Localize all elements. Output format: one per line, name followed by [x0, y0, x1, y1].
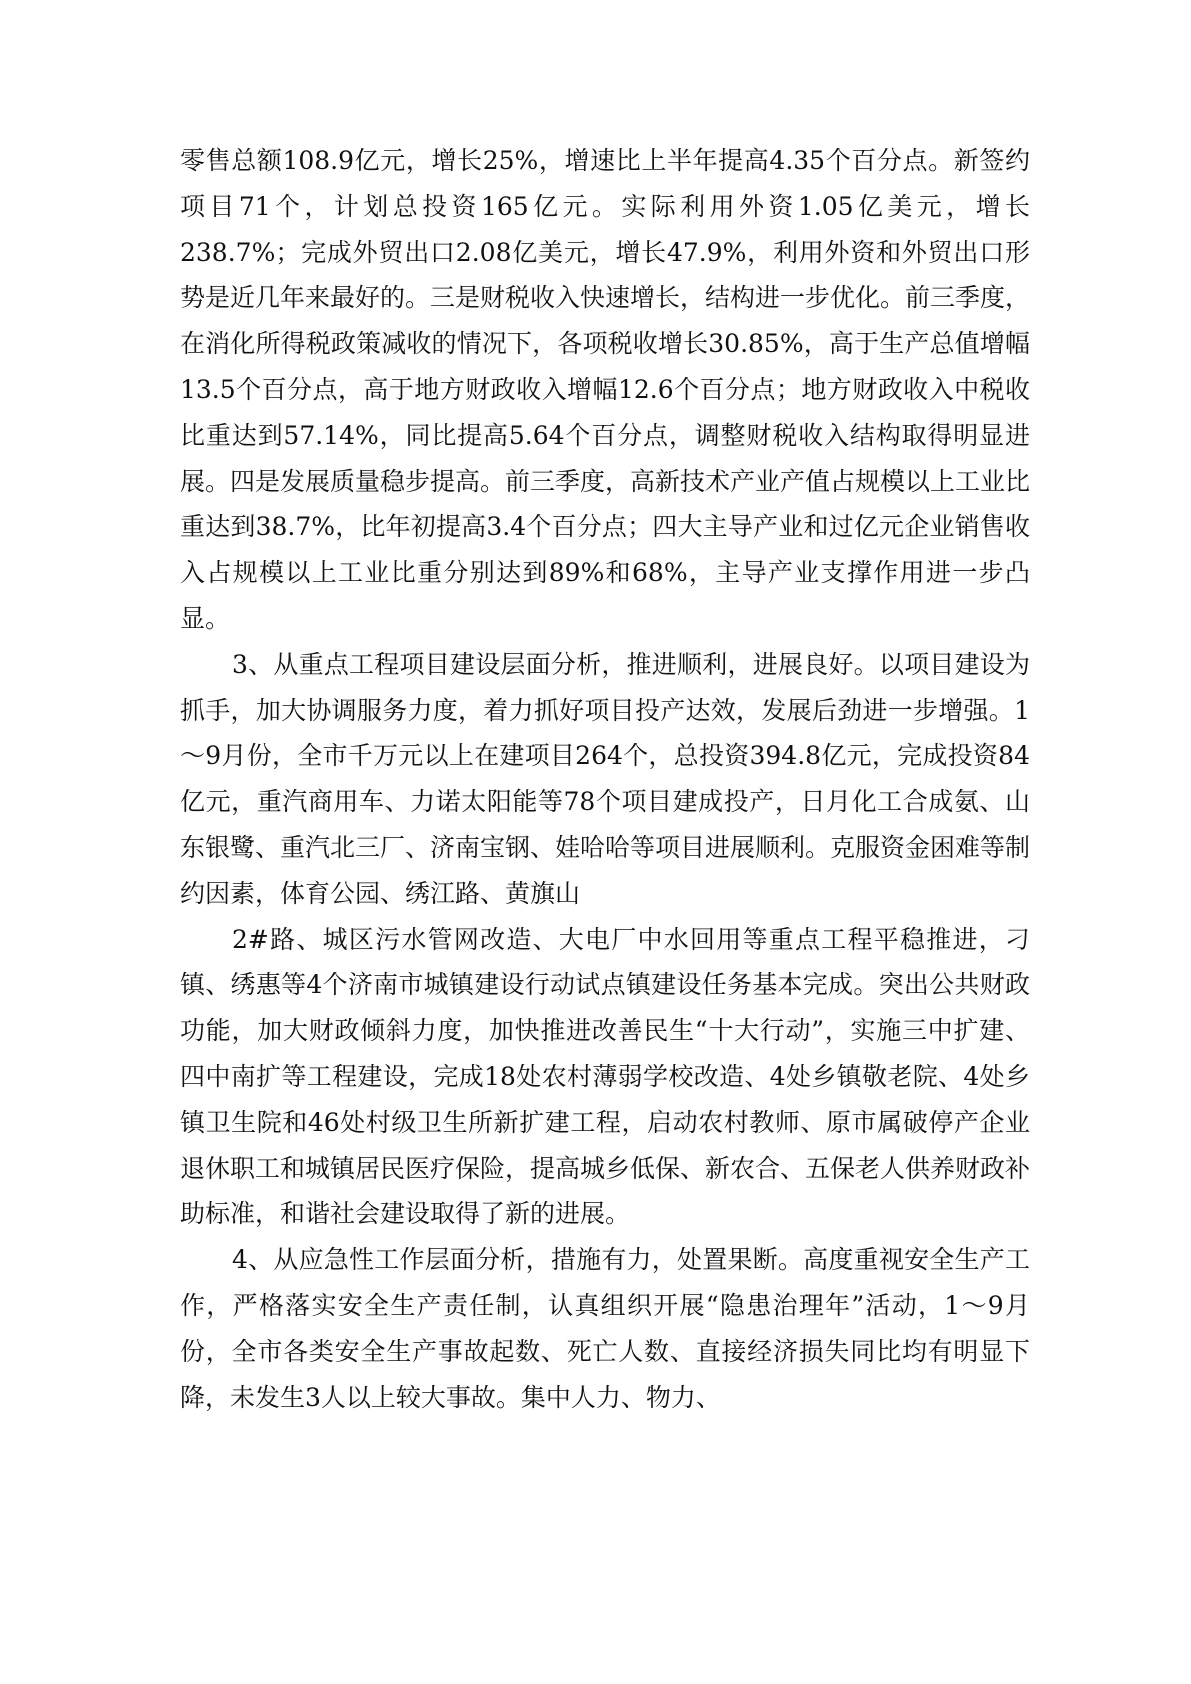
paragraph-emergency-work: 4、从应急性工作层面分析，措施有力，处置果断。高度重视安全生产工作，严格落实安全生产责任制，认真组织开展“隐患治理年”活动，1～9月份，全市各类安全生产事故起数、死亡人数、直接经济损失同比均有明显下降，未发生3人以上较大事故。集中人力、物力、 [180, 1245, 1030, 1412]
paragraph-key-projects: 3、从重点工程项目建设层面分析，推进顺利，进展良好。以项目建设为抓手，加大协调服务力度，着力抓好项目投产达效，发展后劲进一步增强。1～9月份，全市千万元以上在建项目264个，总投资394.8亿元，完成投资84亿元，重汽商用车、力诺太阳能等78个项目建成投产，日月化工合成氨、山东银鹭、重汽北三厂、济南宝钢、娃哈哈等项目进展顺利。克服资金困难等制约因素，体育公园、绣江路、黄旗山 [180, 649, 1031, 908]
paragraph-retail-and-fiscal: 零售总额108.9亿元，增长25%，增速比上半年提高4.35个百分点。新签约项目71个，计划总投资165亿元。实际利用外资1.05亿美元，增长238.7%；完成外贸出口2.08亿美元，增长47.9%，利用外资和外贸出口形势是近几年来最好的。三是财税收入快速增长，结构进一步优化。前三季度，在消化所得税政策减收的情况下，各项税收增长30.85%，高于生产总值增幅13.5个百分点，高于地方财政收入增幅12.6个百分点；地方财政收入中税收比重达到57.14%，同比提高5.64个百分点，调整财税收入结构取得明显进展。四是发展质量稳步提高。前三季度，高新技术产业产值占规模以上工业比重达到38.7%，比年初提高3.4个百分点；四大主导产业和过亿元企业销售收入占规模以上工业比重分别达到89%和68%，主导产业支撑作用进一步凸显。 [180, 146, 1031, 633]
document-body [180, 138, 1030, 1420]
paragraph-infrastructure-livelihood: 2#路、城区污水管网改造、大电厂中水回用等重点工程平稳推进，刁镇、绣惠等4个济南市城镇建设行动试点镇建设任务基本完成。突出公共财政功能，加大财政倾斜力度，加快推进改善民生“十大行动”，实施三中扩建、四中南扩等工程建设，完成18处农村薄弱学校改造、4处乡镇敬老院、4处乡镇卫生院和46处村级卫生所新扩建工程，启动农村教师、原市属破停产企业退休职工和城镇居民医疗保险，提高城乡低保、新农合、五保老人供养财政补助标准，和谐社会建设取得了新的进展。 [180, 924, 1031, 1229]
